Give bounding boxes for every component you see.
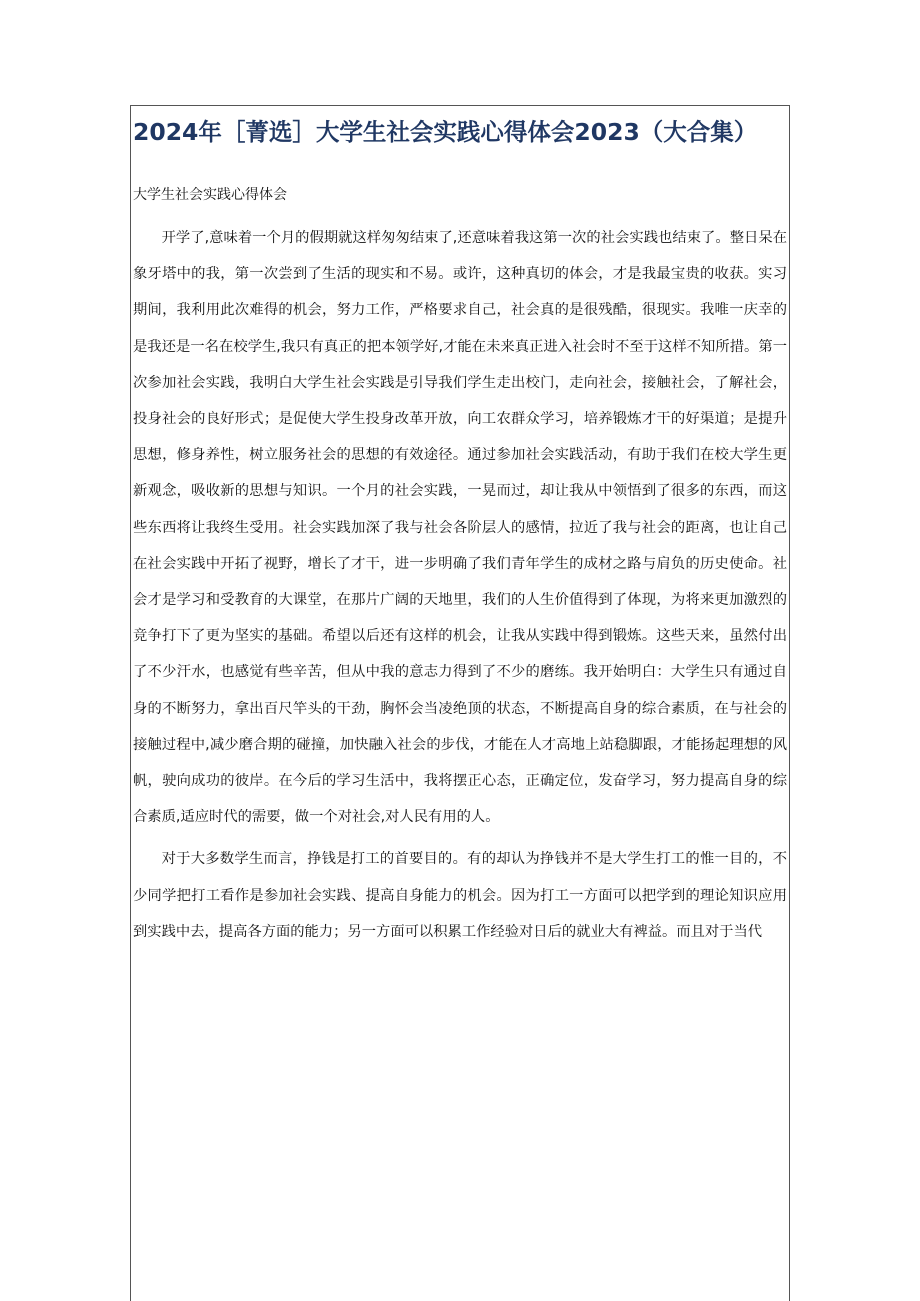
paragraph-1: 开学了,意味着一个月的假期就这样匆匆结束了,还意味着我这第一次的社会实践也结束了。整日呆在象牙塔中的我，第一次尝到了生活的现实和不易。或许，这种真切的体会，才是我最宝贵的收获。实习期间，我利用此次难得的机会，努力工作，严格要求自己，社会真的是很残酷，很现实。我唯一庆幸的是我还是一名在校学生,我只有真正的把本领学好,才能在未来真正进入社会时不至于这样不知所措。第一次参加社会实践，我明白大学生社会实践是引导我们学生走出校门，走向社会，接触社会，了解社会，投身社会的良好形式；是促使大学生投身改革开放，向工农群众学习，培养锻炼才干的好渠道；是提升思想，修身养性，树立服务社会的思想的有效途径。通过参加社会实践活动，有助于我们在校大学生更新观念，吸收新的思想与知识。一个月的社会实践，一晃而过，却让我从中领悟到了很多的东西，而这些东西将让我终生受用。社会实践加深了我与社会各阶层人的感情，拉近了我与社会的距离，也让自己在社会实践中开拓了视野，增长了才干，进一步明确了我们青年学生的成材之路与肩负的历史使命。社会才是学习和受教育的大课堂，在那片广阔的天地里，我们的人生价值得到了体现，为将来更加激烈的竞争打下了更为坚实的基础。希望以后还有这样的机会，让我从实践中得到锻炼。这些天来，虽然付出了不少汗水，也感觉有些辛苦，但从中我的意志力得到了不少的磨练。我开始明白：大学生只有通过自身的不断努力，拿出百尺竿头的干劲，胸怀会当凌绝顶的状态，不断提高自身的综合素质，在与社会的接触过程中,减少磨合期的碰撞，加快融入社会的步伐，才能在人才高地上站稳脚跟，才能扬起理想的风帆，驶向成功的彼岸。在今后的学习生活中，我将摆正心态，正确定位，发奋学习，努力提高自身的综合素质,适应时代的需要，做一个对社会,对人民有用的人。 — [133, 230, 787, 826]
document-subtitle: 大学生社会实践心得体会 — [133, 187, 287, 203]
paragraph-2: 对于大多数学生而言，挣钱是打工的首要目的。有的却认为挣钱并不是大学生打工的惟一目的，不少同学把打工看作是参加社会实践、提高自身能力的机会。因为打工一方面可以把学到的理论知识应用到实践中去，提高各方面的能力；另一方面可以积累工作经验对日后的就业大有裨益。而且对于当代 — [133, 851, 787, 940]
document-content — [133, 112, 787, 950]
document-title: 2024年［菁选］大学生社会实践心得体会2023（大合集） — [133, 118, 758, 146]
